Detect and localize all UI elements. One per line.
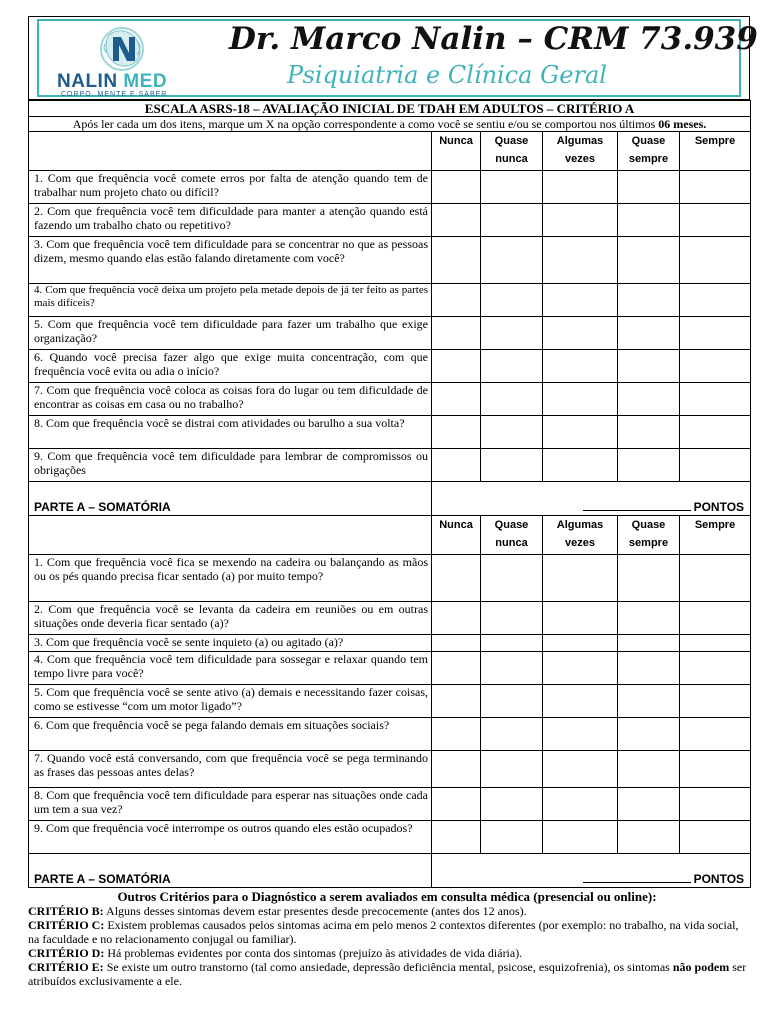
- answer-cell[interactable]: [481, 416, 543, 449]
- question-text: 8. Com que frequência você se distrai com atividades ou barulho a sua volta?: [29, 416, 432, 449]
- option-header-line2: vezes: [565, 153, 595, 165]
- answer-cell[interactable]: [543, 237, 618, 284]
- answer-cell[interactable]: [680, 383, 751, 416]
- part1-options-header: [29, 132, 751, 171]
- answer-cell[interactable]: [481, 383, 543, 416]
- question-text: 1. Com que frequência você fica se mexendo na cadeira ou balançando as mãos ou os pés quando precisa ficar sentado (a) por muito tempo?: [29, 555, 432, 602]
- answer-cell[interactable]: [680, 821, 751, 854]
- answer-cell[interactable]: [432, 350, 481, 383]
- question-text: 4. Com que frequência você tem dificuldade para sossegar e relaxar quando tem tempo livre para você?: [29, 652, 432, 685]
- question-row: [29, 171, 751, 204]
- answer-cell[interactable]: [543, 317, 618, 350]
- criterion-c: [28, 918, 750, 946]
- part2-options-header: [29, 516, 751, 555]
- part2-header-blank: [29, 516, 432, 555]
- answer-cell[interactable]: [680, 284, 751, 317]
- answer-cell[interactable]: [432, 204, 481, 237]
- option-header: [481, 132, 543, 171]
- answer-cell[interactable]: [432, 383, 481, 416]
- option-header-line1: Nunca: [439, 519, 473, 531]
- criterion-e-end: ser atribuídos exclusivamente a ele.: [28, 960, 747, 988]
- option-header-line1: Quase: [494, 519, 529, 531]
- answer-cell[interactable]: [481, 652, 543, 685]
- answer-cell[interactable]: [481, 788, 543, 821]
- question-text: 5. Com que frequência você se sente ativo (a) demais e necessitando fazer coisas, como se estivesse “com um motor ligado”?: [29, 685, 432, 718]
- option-header-line1: Nunca: [439, 135, 473, 147]
- asrs-questionnaire-table: [28, 100, 751, 888]
- answer-cell[interactable]: [481, 718, 543, 751]
- option-header-line1: Algumas: [556, 519, 604, 531]
- question-row: [29, 602, 751, 635]
- question-row: [29, 284, 751, 317]
- question-text: 4. Com que frequência você deixa um projeto pela metade depois de já ter feito as partes mais difíceis?: [29, 284, 432, 317]
- question-row: [29, 416, 751, 449]
- sum-label: PARTE A – SOMATÓRIA: [29, 482, 432, 516]
- question-row: [29, 237, 751, 284]
- answer-cell[interactable]: [680, 555, 751, 602]
- sum-label: PARTE A – SOMATÓRIA: [29, 854, 432, 888]
- question-row: [29, 449, 751, 482]
- answer-cell[interactable]: [618, 602, 680, 635]
- option-header: [680, 516, 751, 555]
- answer-cell[interactable]: [680, 204, 751, 237]
- answer-cell[interactable]: [432, 751, 481, 788]
- doctor-name: Dr. Marco Nalin – CRM 73.939: [229, 21, 758, 57]
- answer-cell[interactable]: [543, 284, 618, 317]
- answer-cell[interactable]: [618, 171, 680, 204]
- criterion-e-emphasis: não podem: [672, 960, 730, 974]
- answer-cell[interactable]: [543, 350, 618, 383]
- answer-cell[interactable]: [432, 449, 481, 482]
- answer-cell[interactable]: [618, 383, 680, 416]
- question-row: [29, 751, 751, 788]
- option-header: [432, 132, 481, 171]
- points-label: PONTOS: [693, 872, 745, 886]
- question-row: [29, 635, 751, 652]
- answer-cell[interactable]: [481, 685, 543, 718]
- answer-cell[interactable]: [543, 171, 618, 204]
- question-text: 9. Com que frequência você interrompe os outros quando eles estão ocupados?: [29, 821, 432, 854]
- criterion-b: [28, 904, 750, 918]
- criterion-e-label: CRITÉRIO E:: [28, 960, 104, 974]
- option-header: [618, 516, 680, 555]
- criterion-b-label: CRITÉRIO B:: [28, 904, 104, 918]
- logo-name-nalin: NALIN: [57, 71, 118, 92]
- answer-cell[interactable]: [432, 821, 481, 854]
- points-label: PONTOS: [693, 500, 745, 514]
- option-header: [543, 132, 618, 171]
- answer-cell[interactable]: [618, 635, 680, 652]
- answer-cell[interactable]: [432, 284, 481, 317]
- question-row: [29, 788, 751, 821]
- answer-cell[interactable]: [481, 751, 543, 788]
- answer-cell[interactable]: [432, 788, 481, 821]
- criterion-d-text: Há problemas evidentes por conta dos sintomas (prejuízo às atividades de vida diária).: [104, 946, 523, 960]
- question-text: 3. Com que frequência você tem dificuldade para se concentrar no que as pessoas dizem, mesmo quando elas estão falando diretamente com você?: [29, 237, 432, 284]
- answer-cell[interactable]: [618, 416, 680, 449]
- option-header-line1: Quase: [494, 135, 529, 147]
- sum-points-field[interactable]: [432, 482, 751, 516]
- answer-cell[interactable]: [618, 788, 680, 821]
- answer-cell[interactable]: [618, 718, 680, 751]
- option-header-line1: Sempre: [694, 519, 736, 531]
- answer-cell[interactable]: [481, 555, 543, 602]
- answer-cell[interactable]: [481, 284, 543, 317]
- answer-cell[interactable]: [543, 821, 618, 854]
- option-header: [543, 516, 618, 555]
- question-text: 2. Com que frequência você se levanta da cadeira em reuniões ou em outras situações onde deveria ficar sentado (a)?: [29, 602, 432, 635]
- option-header-line1: Quase: [631, 135, 666, 147]
- part2-sum-row: [29, 854, 751, 888]
- question-row: [29, 718, 751, 751]
- scale-title-row: [29, 101, 751, 117]
- option-header-line2: nunca: [495, 537, 528, 549]
- answer-cell[interactable]: [481, 449, 543, 482]
- answer-cell[interactable]: [618, 449, 680, 482]
- question-row: [29, 350, 751, 383]
- answer-cell[interactable]: [680, 751, 751, 788]
- letterhead-title: [209, 21, 758, 95]
- answer-cell[interactable]: [680, 350, 751, 383]
- scale-title: ESCALA ASRS-18 – AVALIAÇÃO INICIAL DE TDAH EM ADULTOS – CRITÉRIO A: [29, 101, 751, 117]
- questionnaire-body: [29, 101, 751, 888]
- part1-header-blank: [29, 132, 432, 171]
- answer-cell[interactable]: [680, 171, 751, 204]
- option-header: [481, 516, 543, 555]
- question-row: [29, 383, 751, 416]
- doctor-specialty: Psiquiatria e Clínica Geral: [287, 61, 607, 89]
- instructions: [29, 117, 751, 132]
- answer-cell[interactable]: [543, 416, 618, 449]
- other-criteria-title: Outros Critérios para o Diagnóstico a serem avaliados em consulta médica (presencial ou online):: [117, 889, 657, 904]
- question-text: 8. Com que frequência você tem dificuldade para esperar nas situações onde cada um tem a sua vez?: [29, 788, 432, 821]
- answer-cell[interactable]: [432, 416, 481, 449]
- sum-blank-line[interactable]: [583, 500, 691, 511]
- answer-cell[interactable]: [481, 171, 543, 204]
- option-header: [680, 132, 751, 171]
- criterion-c-text: Existem problemas causados pelos sintomas acima em pelo menos 2 contextos diferentes (por exemplo: no trabalho, na vida social, na faculdade e no relacionamento conjugal ou familiar).: [28, 918, 739, 946]
- question-text: 2. Com que frequência você tem dificuldade para manter a atenção quando está fazendo um trabalho chato ou repetitivo?: [29, 204, 432, 237]
- answer-cell[interactable]: [618, 350, 680, 383]
- answer-cell[interactable]: [618, 821, 680, 854]
- question-text: 6. Com que frequência você se pega falando demais em situações sociais?: [29, 718, 432, 751]
- nalin-med-logo: [39, 21, 209, 98]
- answer-cell[interactable]: [680, 635, 751, 652]
- logo-tagline: CORPO, MENTE E SABER: [61, 91, 168, 98]
- sum-points-field[interactable]: [432, 854, 751, 888]
- instructions-period: 06 meses.: [658, 117, 707, 131]
- question-text: 3. Com que frequência você se sente inquieto (a) ou agitado (a)?: [29, 635, 432, 652]
- option-header-line1: Quase: [631, 519, 666, 531]
- answer-cell[interactable]: [432, 555, 481, 602]
- answer-cell[interactable]: [618, 237, 680, 284]
- answer-cell[interactable]: [432, 652, 481, 685]
- question-text: 7. Quando você está conversando, com que frequência você se pega terminando as frases das pessoas antes delas?: [29, 751, 432, 788]
- option-header-line1: Sempre: [694, 135, 736, 147]
- answer-cell[interactable]: [618, 284, 680, 317]
- option-header: [618, 132, 680, 171]
- answer-cell[interactable]: [618, 751, 680, 788]
- question-text: 7. Com que frequência você coloca as coisas fora do lugar ou tem dificuldade de encontrar as coisas em casa ou no trabalho?: [29, 383, 432, 416]
- answer-cell[interactable]: [543, 602, 618, 635]
- answer-cell[interactable]: [680, 685, 751, 718]
- answer-cell[interactable]: [680, 652, 751, 685]
- criterion-e: [28, 960, 750, 988]
- criterion-d-label: CRITÉRIO D:: [28, 946, 105, 960]
- answer-cell[interactable]: [432, 317, 481, 350]
- question-row: [29, 317, 751, 350]
- answer-cell[interactable]: [680, 237, 751, 284]
- option-header-line2: sempre: [628, 537, 669, 549]
- instructions-row: [29, 117, 751, 132]
- answer-cell[interactable]: [543, 204, 618, 237]
- answer-cell[interactable]: [481, 237, 543, 284]
- question-text: 9. Com que frequência você tem dificuldade para lembrar de compromissos ou obrigações: [29, 449, 432, 482]
- answer-cell[interactable]: [481, 204, 543, 237]
- answer-cell[interactable]: [543, 788, 618, 821]
- question-text: 6. Quando você precisa fazer algo que exige muita concentração, com que frequência você evita ou adia o início?: [29, 350, 432, 383]
- criterion-e-text: Se existe um outro transtorno (tal como ansiedade, depressão deficiência mental, psicose, esquizofrenia), os sintomas: [103, 960, 673, 974]
- question-row: [29, 555, 751, 602]
- answer-cell[interactable]: [543, 555, 618, 602]
- answer-cell[interactable]: [680, 718, 751, 751]
- option-header: [432, 516, 481, 555]
- logo-name-med: MED: [123, 71, 168, 92]
- answer-cell[interactable]: [680, 416, 751, 449]
- answer-cell[interactable]: [680, 449, 751, 482]
- answer-cell[interactable]: [481, 350, 543, 383]
- answer-cell[interactable]: [432, 685, 481, 718]
- answer-cell[interactable]: [680, 602, 751, 635]
- answer-cell[interactable]: [543, 383, 618, 416]
- option-header-line1: Algumas: [556, 135, 604, 147]
- other-criteria: [28, 890, 750, 988]
- option-header-line2: nunca: [495, 153, 528, 165]
- answer-cell[interactable]: [618, 555, 680, 602]
- answer-cell[interactable]: [432, 602, 481, 635]
- answer-cell[interactable]: [481, 821, 543, 854]
- answer-cell[interactable]: [481, 602, 543, 635]
- part1-sum-row: [29, 482, 751, 516]
- question-text: 1. Com que frequência você comete erros por falta de atenção quando tem de trabalhar num projeto chato ou difícil?: [29, 171, 432, 204]
- answer-cell[interactable]: [618, 652, 680, 685]
- question-row: [29, 204, 751, 237]
- answer-cell[interactable]: [432, 171, 481, 204]
- question-row: [29, 685, 751, 718]
- sum-blank-line[interactable]: [583, 872, 691, 883]
- answer-cell[interactable]: [543, 449, 618, 482]
- answer-cell[interactable]: [543, 652, 618, 685]
- answer-cell[interactable]: [543, 635, 618, 652]
- letterhead: [28, 16, 758, 100]
- criterion-d: [28, 946, 750, 960]
- answer-cell[interactable]: [618, 204, 680, 237]
- asrs-form-page: [28, 16, 758, 988]
- answer-cell[interactable]: [618, 685, 680, 718]
- question-text: 5. Com que frequência você tem dificuldade para fazer um trabalho que exige organização?: [29, 317, 432, 350]
- question-row: [29, 652, 751, 685]
- answer-cell[interactable]: [680, 788, 751, 821]
- answer-cell[interactable]: [543, 718, 618, 751]
- option-header-line2: vezes: [565, 537, 595, 549]
- answer-cell[interactable]: [432, 237, 481, 284]
- answer-cell[interactable]: [680, 317, 751, 350]
- logo-wordmark: [57, 71, 167, 93]
- answer-cell[interactable]: [543, 685, 618, 718]
- answer-cell[interactable]: [481, 317, 543, 350]
- letterhead-frame: [37, 19, 758, 98]
- answer-cell[interactable]: [481, 635, 543, 652]
- criterion-b-text: Alguns desses sintomas devem estar presentes desde precocemente (antes dos 12 anos).: [103, 904, 527, 918]
- answer-cell[interactable]: [618, 317, 680, 350]
- option-header-line2: sempre: [628, 153, 669, 165]
- answer-cell[interactable]: [543, 751, 618, 788]
- criterion-c-label: CRITÉRIO C:: [28, 918, 105, 932]
- answer-cell[interactable]: [432, 635, 481, 652]
- question-row: [29, 821, 751, 854]
- brain-n-logo-icon: [95, 25, 149, 73]
- instructions-text: Após ler cada um dos itens, marque um X na opção correspondente a como você se sentiu e/ou se comportou nos últimos: [72, 117, 659, 131]
- answer-cell[interactable]: [432, 718, 481, 751]
